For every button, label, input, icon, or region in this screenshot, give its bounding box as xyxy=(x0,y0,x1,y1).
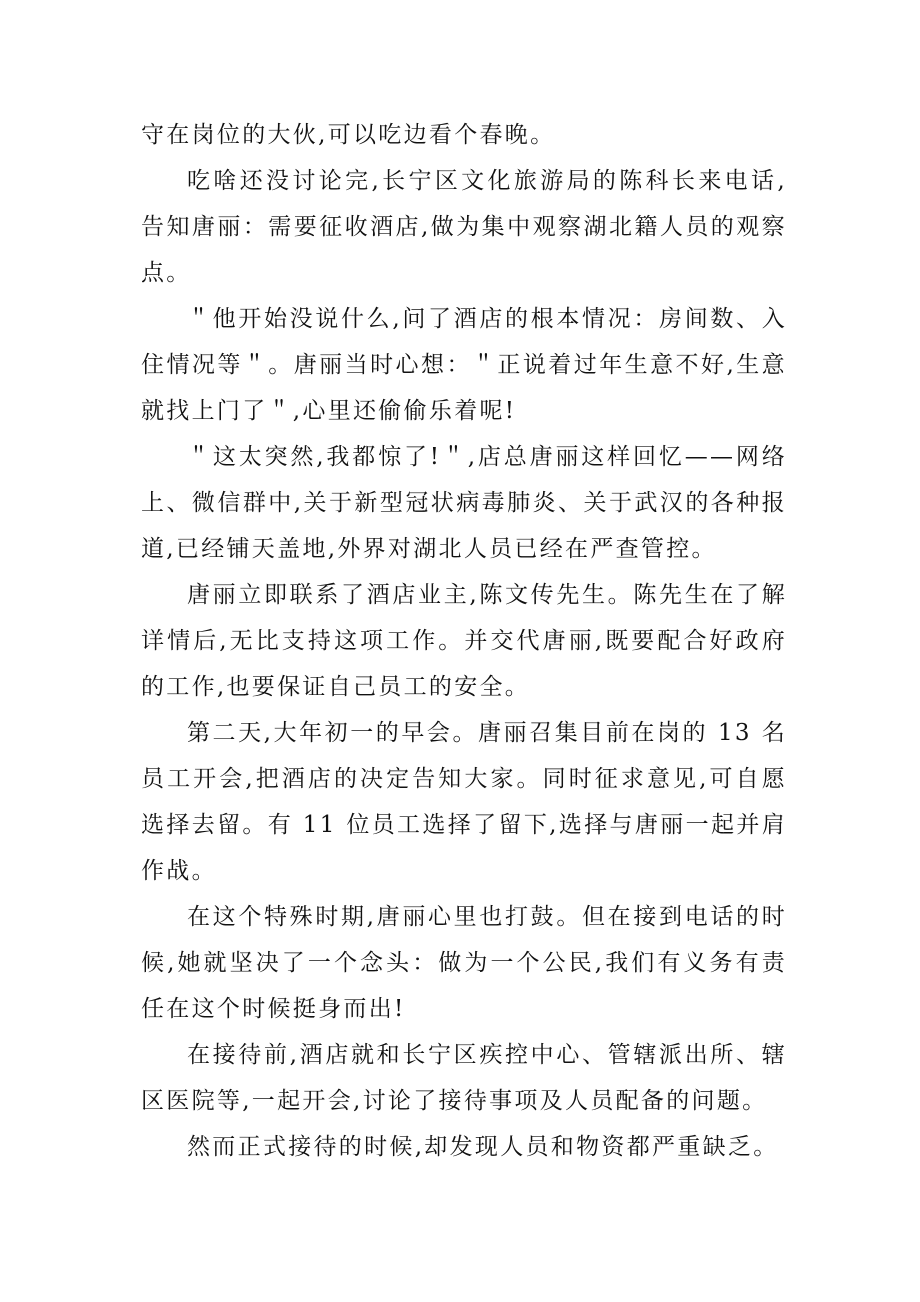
paragraph-7: 在这个特殊时期,唐丽心里也打鼓。但在接到电话的时候,她就坚决了一个念头：做为一个公民,我们有义务有责任在这个时候挺身而出! xyxy=(141,904,787,1022)
paragraph-1: 守在岗位的大伙,可以吃边看个春晚。 xyxy=(141,122,556,148)
document-body xyxy=(141,112,787,1170)
paragraph-5: 唐丽立即联系了酒店业主,陈文传先生。陈先生在了解详情后,无比支持这项工作。并交代唐丽,既要配合好政府的工作,也要保证自己员工的安全。 xyxy=(141,582,787,700)
paragraph-2: 吃啥还没讨论完,长宁区文化旅游局的陈科长来电话,告知唐丽：需要征收酒店,做为集中观察湖北籍人员的观察点。 xyxy=(141,168,787,286)
paragraph-8: 在接待前,酒店就和长宁区疾控中心、管辖派出所、辖区医院等,一起开会,讨论了接待事项及人员配备的问题。 xyxy=(141,1042,787,1114)
paragraph-6: 第二天,大年初一的早会。唐丽召集目前在岗的 13 名员工开会,把酒店的决定告知大家。同时征求意见,可自愿选择去留。有 11 位员工选择了留下,选择与唐丽一起并肩作战。 xyxy=(141,720,787,884)
paragraph-4: ＂这太突然,我都惊了!＂,店总唐丽这样回忆——网络上、微信群中,关于新型冠状病毒肺炎、关于武汉的各种报道,已经铺天盖地,外界对湖北人员已经在严查管控。 xyxy=(141,444,787,562)
paragraph-9: 然而正式接待的时候,却发现人员和物资都严重缺乏。 xyxy=(187,1134,779,1160)
paragraph-3: ＂他开始没说什么,问了酒店的根本情况：房间数、入住情况等＂。唐丽当时心想：＂正说着过年生意不好,生意就找上门了＂,心里还偷偷乐着呢! xyxy=(141,306,787,424)
